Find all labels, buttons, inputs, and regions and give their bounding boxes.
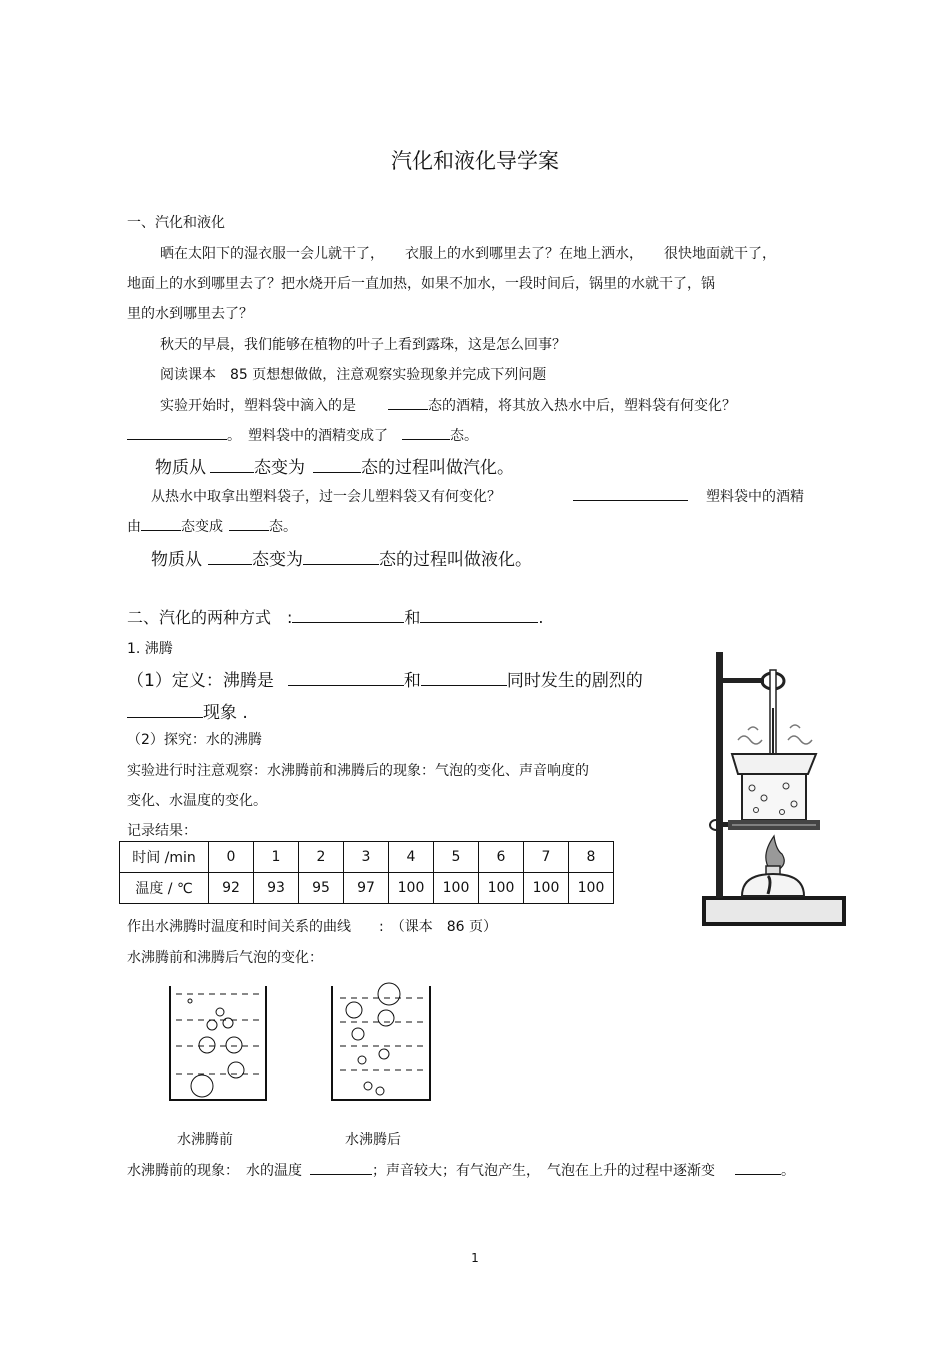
bubble xyxy=(358,1056,366,1064)
alcohol-lamp xyxy=(742,874,804,896)
bubble xyxy=(364,1082,372,1090)
bubble xyxy=(346,1002,362,1018)
table-cell: 4 xyxy=(389,842,434,873)
paragraph: 晒在太阳下的湿衣服一会儿就干了， 衣服上的水到哪里去了？在地上洒水， 很快地面就干了， xyxy=(160,246,776,262)
beaker-outline xyxy=(170,986,266,1100)
question-text: 从热水中取拿出塑料袋子，过一会儿塑料袋又有何变化？ xyxy=(151,489,501,505)
pre-boiling-phenomena xyxy=(127,1160,795,1180)
table-cell: 0 xyxy=(209,842,254,873)
definition-text: 态变为 xyxy=(254,458,305,478)
question-text: 态的酒精，将其放入热水中后，塑料袋有何变化？ xyxy=(428,398,736,414)
experiment-heading: （2）探究：水的沸腾 xyxy=(127,732,262,748)
definition-vaporization xyxy=(155,453,514,478)
bubble xyxy=(207,1020,217,1030)
definition-boiling xyxy=(127,666,643,691)
question-text: 实验开始时，塑料袋中滴入的是 xyxy=(160,398,356,414)
question-text: 塑料袋中的酒精 xyxy=(706,489,804,505)
answer-blank[interactable] xyxy=(421,668,507,686)
definition-text: 物质从 xyxy=(151,550,202,570)
bubble xyxy=(191,1075,213,1097)
paragraph: 里的水到哪里去了？ xyxy=(127,306,253,322)
answer-blank[interactable] xyxy=(303,547,379,565)
bubble-question: 水沸腾前和沸腾后气泡的变化： xyxy=(127,950,323,966)
bubble xyxy=(216,1008,224,1016)
answer-blank[interactable] xyxy=(313,455,361,473)
stand-rod xyxy=(716,652,723,898)
definition-liquefaction xyxy=(151,545,532,570)
answer-blank[interactable] xyxy=(127,425,227,440)
question-text: 水沸腾前的现象： 水的温度 xyxy=(127,1163,302,1179)
paragraph: 阅读课本 85 页想想做做，注意观察实验现象并完成下列问题 xyxy=(160,367,547,383)
bubble xyxy=(228,1062,244,1078)
table-cell: 100 xyxy=(479,873,524,904)
answer-blank[interactable] xyxy=(210,455,254,473)
table-row xyxy=(120,873,614,904)
answer-blank[interactable] xyxy=(127,700,203,718)
bubble xyxy=(199,1037,215,1053)
beaker-outline xyxy=(332,986,430,1100)
bubble xyxy=(379,1049,389,1059)
answer-blank[interactable] xyxy=(208,547,252,565)
answer-blank[interactable] xyxy=(735,1160,781,1175)
record-table xyxy=(119,841,614,904)
answer-blank[interactable] xyxy=(310,1160,372,1175)
section-heading-text: 和 xyxy=(404,608,421,627)
page-number: 1 xyxy=(471,1251,479,1265)
table-cell: 100 xyxy=(434,873,479,904)
table-cell: 2 xyxy=(299,842,344,873)
definition-text: 态的过程叫做汽化。 xyxy=(361,458,514,478)
question-line xyxy=(160,395,736,415)
paragraph: 地面上的水到哪里去了？把水烧开后一直加热，如果不加水，一段时间后，锅里的水就干了，锅 xyxy=(127,276,715,292)
section-2-heading xyxy=(127,605,544,628)
question-line xyxy=(573,486,804,506)
bubble xyxy=(188,999,192,1003)
table-cell: 92 xyxy=(209,873,254,904)
table-cell: 5 xyxy=(434,842,479,873)
question-text: 。 xyxy=(781,1163,795,1179)
table-header-time: 时间 /min xyxy=(120,842,209,873)
question-text: 态变成 xyxy=(181,519,223,535)
label-before-boiling: 水沸腾前 xyxy=(177,1132,233,1148)
table-cell: 1 xyxy=(254,842,299,873)
table-cell: 95 xyxy=(299,873,344,904)
table-cell: 93 xyxy=(254,873,299,904)
definition-text: 态变为 xyxy=(252,550,303,570)
table-cell: 100 xyxy=(569,873,614,904)
clamp-arm xyxy=(716,678,764,683)
table-cell: 7 xyxy=(524,842,569,873)
table-header-temperature: 温度 / ℃ xyxy=(120,873,209,904)
observation-text: 变化、水温度的变化。 xyxy=(127,793,267,809)
bubble xyxy=(223,1018,233,1028)
table-cell: 8 xyxy=(569,842,614,873)
question-text: 态。 xyxy=(269,519,297,535)
bubble xyxy=(226,1037,242,1053)
question-text: ；声音较大；有气泡产生， 气泡在上升的过程中逐渐变 xyxy=(372,1163,715,1179)
answer-blank[interactable] xyxy=(388,395,428,410)
definition-text: 同时发生的剧烈的 xyxy=(506,671,643,691)
bubble xyxy=(352,1028,364,1040)
definition-text: 物质从 xyxy=(155,458,206,478)
definition-boiling-cont xyxy=(127,698,248,723)
section-heading-text: 二、汽化的两种方式 : xyxy=(127,608,293,627)
question-text: 。 塑料袋中的酒精变成了 xyxy=(227,428,388,444)
answer-blank[interactable] xyxy=(141,516,181,531)
curve-instruction: 作出水沸腾时温度和时间关系的曲线 : （课本 86 页） xyxy=(127,919,497,935)
record-label: 记录结果： xyxy=(127,823,197,839)
answer-blank[interactable] xyxy=(420,606,538,623)
bubbles-before-boiling-diagram xyxy=(160,982,280,1104)
bubble xyxy=(378,1010,394,1026)
table-cell: 100 xyxy=(389,873,434,904)
bubble xyxy=(376,1087,384,1095)
table-cell: 100 xyxy=(524,873,569,904)
answer-blank[interactable] xyxy=(229,516,269,531)
answer-blank[interactable] xyxy=(288,668,404,686)
boiling-apparatus-illustration xyxy=(698,648,848,932)
answer-blank[interactable] xyxy=(292,606,404,623)
answer-blank[interactable] xyxy=(402,425,450,440)
subsection-boiling: 1. 沸腾 xyxy=(127,641,173,657)
definition-text: （1）定义：沸腾是 xyxy=(127,671,274,691)
beaker xyxy=(742,774,806,820)
definition-text: 态的过程叫做液化。 xyxy=(379,550,532,570)
section-1-heading: 一、汽化和液化 xyxy=(127,215,225,231)
flame xyxy=(766,836,784,870)
definition-text: 现象 . xyxy=(203,703,248,723)
table-cell: 3 xyxy=(344,842,389,873)
definition-text: 和 xyxy=(403,671,421,691)
paragraph: 秋天的早晨，我们能够在植物的叶子上看到露珠，这是怎么回事？ xyxy=(160,337,566,353)
bubbles-after-boiling-diagram xyxy=(326,982,436,1104)
table-cell: 6 xyxy=(479,842,524,873)
section-heading-text: . xyxy=(538,608,544,627)
question-text: 由 xyxy=(127,519,141,535)
question-line xyxy=(127,516,297,536)
stand-base-top xyxy=(706,900,842,922)
bubble xyxy=(378,983,400,1005)
observation-text: 实验进行时注意观察：水沸腾前和沸腾后的现象：气泡的变化、声音响度的 xyxy=(127,763,589,779)
label-after-boiling: 水沸腾后 xyxy=(345,1132,401,1148)
question-line xyxy=(151,486,501,506)
answer-blank[interactable] xyxy=(573,486,688,501)
page-title: 汽化和液化导学案 xyxy=(391,149,559,173)
table-cell: 97 xyxy=(344,873,389,904)
table-row xyxy=(120,842,614,873)
question-text: 态。 xyxy=(450,428,478,444)
beaker-lid xyxy=(732,754,816,774)
question-line xyxy=(127,425,478,445)
